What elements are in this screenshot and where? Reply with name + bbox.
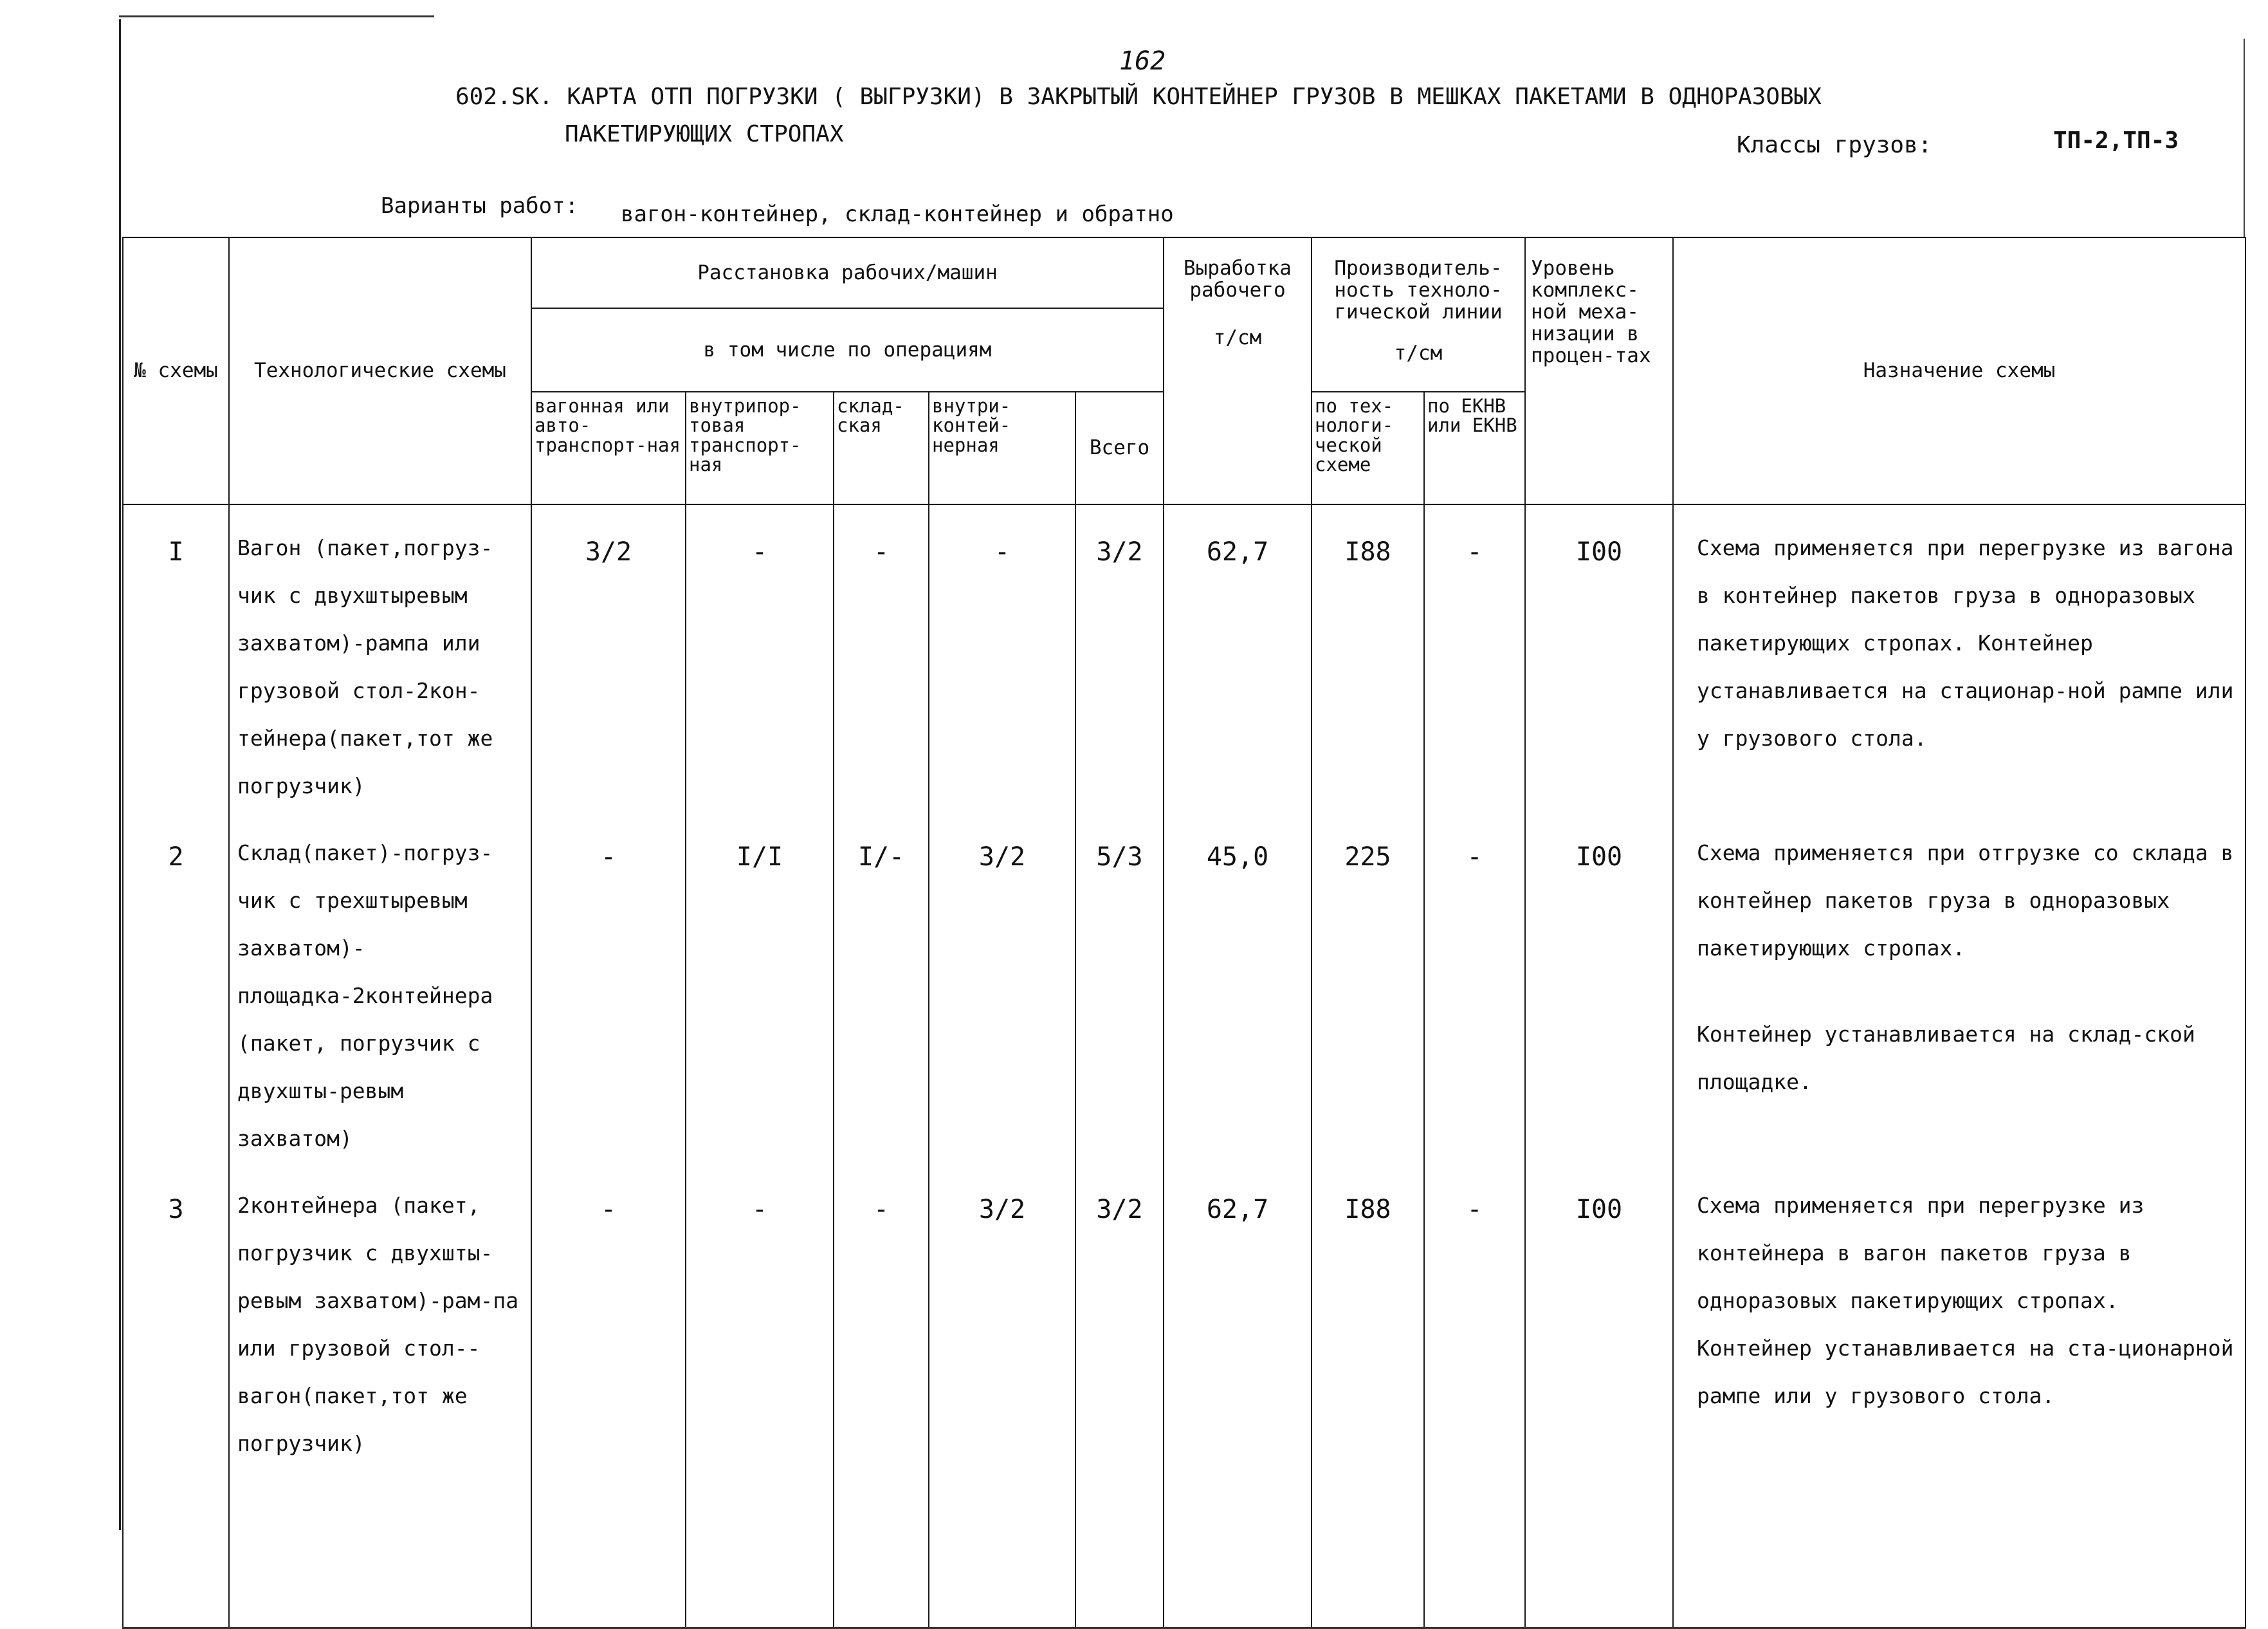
table-row bbox=[123, 1163, 2245, 1628]
row-purpose-text: Схема применяется при перегрузке из контейнера в вагон пакетов груза в одноразовых пакетирующих стропах. Контейнер устанавливается на ста-ционарной рампе или у грузового стола. bbox=[1697, 1193, 2234, 1408]
document-title-line2: ПАКЕТИРУЮЩИХ СТРОПАХ bbox=[565, 121, 844, 147]
row-intraport: - bbox=[686, 1163, 834, 1628]
row-total: 3/2 bbox=[1075, 1163, 1164, 1628]
header-by-tech-scheme: по тех-нологи-ческой схеме bbox=[1312, 392, 1424, 504]
work-variants-value: вагон-контейнер, склад-контейнер и обратно bbox=[621, 201, 1174, 227]
header-placement: Расстановка рабочих/машин bbox=[531, 237, 1164, 308]
header-by-ekhnv: по ЕКНВ или ЕКНВ bbox=[1424, 392, 1525, 504]
row-number: 2 bbox=[123, 810, 229, 1163]
table-row bbox=[123, 504, 2245, 810]
row-tech-scheme: Вагон (пакет,погруз-чик с двухштыревым захватом)-рампа или грузовой стол-2кон-тейнера(пакет,тот же погрузчик) bbox=[229, 504, 531, 810]
header-productivity-unit: т/см bbox=[1394, 342, 1443, 365]
row-purpose bbox=[1673, 810, 2245, 1163]
row-purpose-text: Контейнер устанавливается на склад-ской площадке. bbox=[1697, 1022, 2195, 1094]
row-wagon-auto: 3/2 bbox=[531, 504, 686, 810]
row-intraport: - bbox=[686, 504, 834, 810]
header-purpose: Назначение схемы bbox=[1673, 237, 2245, 504]
row-output: 45,0 bbox=[1164, 810, 1312, 1163]
header-wagon-auto: вагонная или авто-транспорт-ная bbox=[531, 392, 686, 504]
header-total: Всего bbox=[1075, 392, 1164, 504]
row-mechanization: I00 bbox=[1525, 810, 1673, 1163]
document-title-line1: 602.SK. КАРТА ОТП ПОГРУЗКИ ( ВЫГРУЗКИ) В ЗАКРЫТЫЙ КОНТЕЙНЕР ГРУЗОВ В МЕШКАХ ПАКЕТАМИ В ОДНОРАЗОВЫХ bbox=[455, 84, 1822, 110]
row-purpose bbox=[1673, 504, 2245, 810]
row-mechanization: I00 bbox=[1525, 1163, 1673, 1628]
row-tech-scheme: 2контейнера (пакет, погрузчик с двухшты-ревым захватом)-рам-па или грузовой стол--вагон(пакет,тот же погрузчик) bbox=[229, 1163, 531, 1628]
row-purpose-text: Схема применяется при отгрузке со склада в контейнер пакетов груза в одноразовых пакетирующих стропах. bbox=[1697, 840, 2234, 961]
header-warehouse: склад-ская bbox=[834, 392, 929, 504]
row-purpose bbox=[1673, 1163, 2245, 1628]
row-prod-ekhnv: - bbox=[1424, 1163, 1525, 1628]
work-variants-label: Варианты работ: bbox=[381, 193, 579, 219]
header-productivity bbox=[1312, 237, 1525, 392]
frame-top-line bbox=[119, 15, 434, 17]
row-prod-ekhnv: - bbox=[1424, 504, 1525, 810]
header-scheme-no: № схемы bbox=[123, 237, 229, 504]
row-output: 62,7 bbox=[1164, 1163, 1312, 1628]
row-total: 5/3 bbox=[1075, 810, 1164, 1163]
cargo-class-label: Классы грузов: bbox=[1737, 132, 1932, 158]
row-intracontainer: 3/2 bbox=[929, 1163, 1075, 1628]
row-tech-scheme: Склад(пакет)-погруз-чик с трехштыревым захватом)-площадка-2контейнера (пакет, погрузчик с двухшты-ревым захватом) bbox=[229, 810, 531, 1163]
header-mechanization: Уровень комплекс-ной меха-низации в процен-тах bbox=[1525, 237, 1673, 504]
row-output: 62,7 bbox=[1164, 504, 1312, 810]
row-warehouse: - bbox=[834, 504, 929, 810]
header-output bbox=[1164, 237, 1312, 504]
frame-left-line bbox=[119, 19, 121, 1530]
row-intracontainer: 3/2 bbox=[929, 810, 1075, 1163]
header-tech-schemes: Технологические схемы bbox=[229, 237, 531, 504]
header-productivity-label: Производитель-ность техноло-гической линии bbox=[1334, 257, 1503, 324]
row-number: 3 bbox=[123, 1163, 229, 1628]
row-purpose-text: Схема применяется при перегрузке из вагона в контейнер пакетов груза в одноразовых пакетирующих стропах. Контейнер устанавливается на стационар-ной рампе или у грузового стола. bbox=[1697, 535, 2234, 751]
header-by-operations: в том числе по операциям bbox=[531, 308, 1164, 392]
page-number: 162 bbox=[1119, 46, 1166, 76]
frame-right-line bbox=[2244, 39, 2245, 238]
row-prod-tech: 225 bbox=[1312, 810, 1424, 1163]
cargo-class-value: ТП-2,ТП-3 bbox=[2053, 127, 2179, 154]
header-intracontainer: внутри-контей-нерная bbox=[929, 392, 1075, 504]
header-output-label: Выработка рабочего bbox=[1184, 257, 1292, 302]
row-warehouse: - bbox=[834, 1163, 929, 1628]
row-intracontainer: - bbox=[929, 504, 1075, 810]
row-intraport: I/I bbox=[686, 810, 834, 1163]
row-wagon-auto: - bbox=[531, 810, 686, 1163]
header-intraport: внутрипор-товая транспорт-ная bbox=[686, 392, 834, 504]
row-prod-tech: I88 bbox=[1312, 504, 1424, 810]
row-mechanization: I00 bbox=[1525, 504, 1673, 810]
header-output-unit: т/см bbox=[1213, 326, 1262, 350]
row-number: I bbox=[123, 504, 229, 810]
row-prod-ekhnv: - bbox=[1424, 810, 1525, 1163]
technology-table bbox=[122, 237, 2246, 1629]
table-row bbox=[123, 810, 2245, 1163]
row-total: 3/2 bbox=[1075, 504, 1164, 810]
row-warehouse: I/- bbox=[834, 810, 929, 1163]
row-wagon-auto: - bbox=[531, 1163, 686, 1628]
row-prod-tech: I88 bbox=[1312, 1163, 1424, 1628]
